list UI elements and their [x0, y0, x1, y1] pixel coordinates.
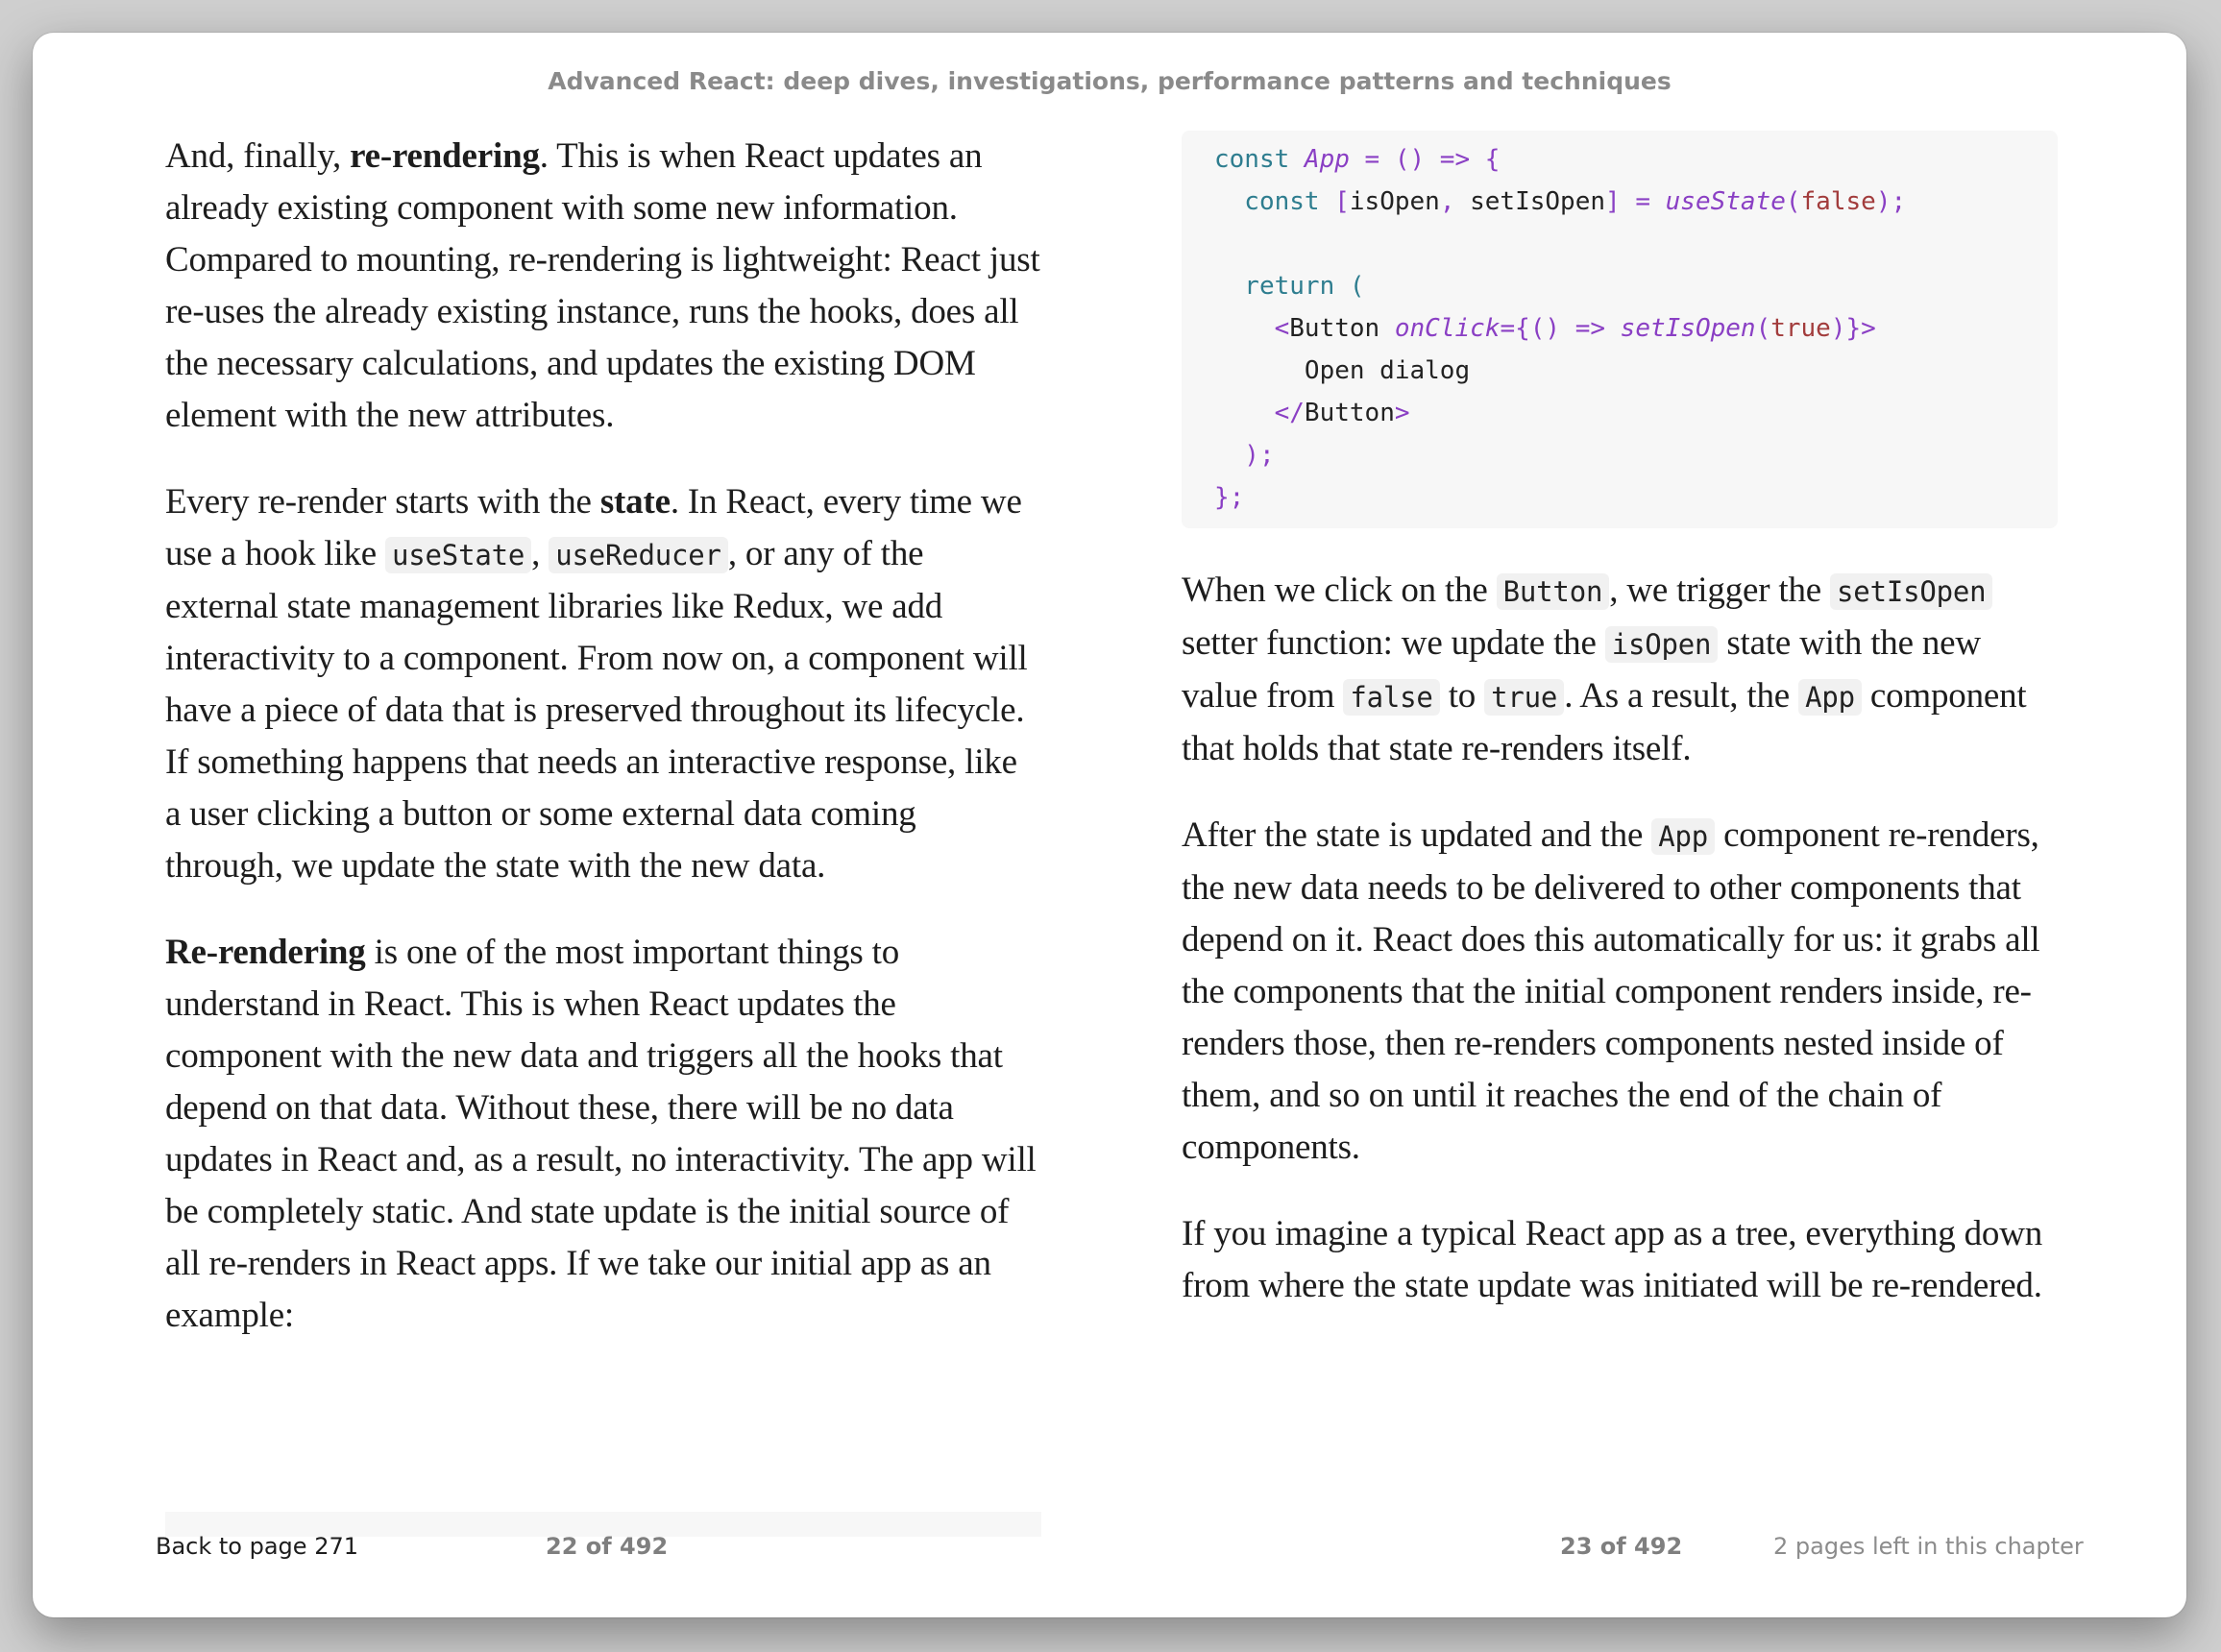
- right-page: [1182, 131, 2058, 1347]
- paragraph: Every re-render starts with the state. In React, every time we use a hook like useState , useReducer , or any of the external state management libraries like Redux, we add interactivity to a component. From now on, a component will have a piece of data that is preserved throughout its lifecycle. If something happens that needs an interactive response, like a user clicking a button or some external data coming through, we update the state with the new data.: [165, 482, 1028, 886]
- book-window: [33, 33, 2186, 1617]
- code-line: const App = () => {: [1214, 145, 1501, 174]
- inline-code: App: [1798, 679, 1862, 716]
- back-to-page-link[interactable]: Back to page 271: [156, 1533, 358, 1560]
- inline-code: useReducer: [549, 537, 728, 573]
- code-line: const [isOpen, setIsOpen] = useState(false);: [1214, 187, 1907, 216]
- code-block: [1182, 131, 2058, 528]
- paragraph: When we click on the Button , we trigger the setIsOpen setter function: we update the isOpen state with the new value from false to true . As a result, the App component that holds that state re-renders itself.: [1182, 571, 2027, 768]
- paragraph: If you imagine a typical React app as a tree, everything down from where the state update was initiated will be re-rendered.: [1182, 1214, 2043, 1305]
- right-page-number: 23 of 492: [1560, 1533, 1683, 1560]
- paragraph: Re-rendering is one of the most important things to understand in React. This is when React updates the component with the new data and triggers all the hooks that depend on that data. Without these, there will be no data updates in React and, as a result, no interactivity. The app will be completely static. And state update is the initial source of all re-renders in React apps. If we take our initial app as an example:: [165, 933, 1037, 1335]
- inline-code: false: [1343, 679, 1439, 716]
- code-line: );: [1214, 441, 1275, 470]
- inline-code: useState: [385, 537, 531, 573]
- code-line: [1214, 223, 2025, 265]
- book-title: Advanced React: deep dives, investigations, performance patterns and techniques: [548, 67, 1672, 95]
- paragraph: After the state is updated and the App component re-renders, the new data needs to be delivered to other components that depend on it. React does this automatically for us: it grabs all the components that the initial component renders inside, re-renders those, then re-renders components nested inside of them, and so on until it reaches the end of the chain of components.: [1182, 815, 2040, 1167]
- code-line: </Button>: [1214, 399, 1410, 427]
- code-line: };: [1214, 483, 1245, 512]
- inline-code: isOpen: [1605, 626, 1719, 663]
- inline-code: Button: [1497, 573, 1610, 610]
- left-page-number: 22 of 492: [546, 1533, 669, 1560]
- inline-code: true: [1484, 679, 1564, 716]
- inline-code: App: [1651, 818, 1715, 855]
- pages-left-in-chapter: 2 pages left in this chapter: [1773, 1533, 2084, 1560]
- paragraph: And, finally, re-rendering. This is when React updates an already existing component with some new information. Compared to mounting, re-rendering is lightweight: React just re-uses the already existing instance, runs the hooks, does all the necessary calculations, and updates the existing DOM element with the new attributes.: [165, 136, 1040, 435]
- code-line: Open dialog: [1214, 356, 1471, 385]
- inline-code: setIsOpen: [1830, 573, 1992, 610]
- code-line: <Button onClick={() => setIsOpen(true)}>: [1214, 314, 1876, 343]
- left-page: [165, 131, 1041, 1376]
- code-line: return (: [1214, 272, 1365, 301]
